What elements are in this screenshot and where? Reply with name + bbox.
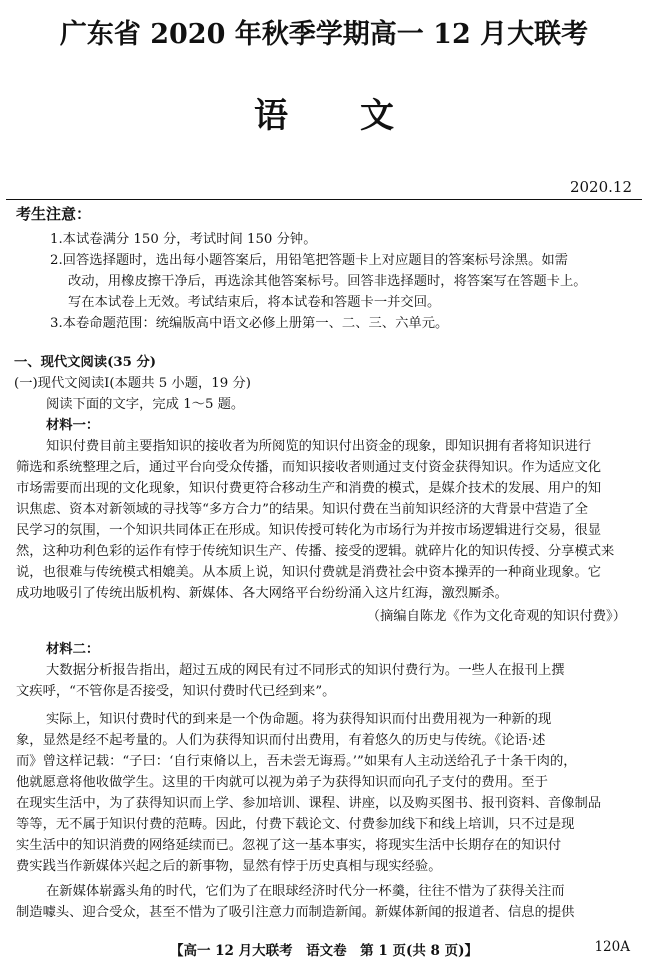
- material-1-label: 材料一：: [46, 418, 100, 433]
- material-1-line: 知识付费目前主要指知识的接收者为所阅览的知识付出资金的现象，即知识拥有者将知识进行: [46, 439, 592, 454]
- footer-page-info: 【高一 12 月大联考 语文卷 第 1 页(共 8 页)】: [169, 943, 479, 959]
- notice-line-2: 2.回答选择题时，选出每小题答案后，用铅笔把答题卡上对应题目的答案标号涂黑。如需: [50, 253, 568, 268]
- material-2-line: 制造噱头、迎合受众，甚至不惜为了吸引注意力而制造新闻。新媒体新闻的报道者、信息的提供: [16, 905, 575, 920]
- material-1-line: 筛选和系统整理之后，通过平台向受众传播，而知识接收者则通过支付资金获得知识。作为适应文化: [16, 460, 602, 475]
- material-1-line: 识焦虑、资本对新领域的寻找等“多方合力”的结果。知识付费在当前知识经济的大背景中营造了全: [16, 502, 589, 517]
- page-footer: [0, 939, 648, 961]
- notice-line-1: 1.本试卷满分 150 分，考试时间 150 分钟。: [50, 232, 317, 247]
- material-1-line: 民学习的氛围，一个知识共同体正在形成。知识传授可转化为市场行为并按市场逻辑进行交易，很显: [16, 523, 602, 538]
- notice-line-5: 3.本卷命题范围：统编版高中语文必修上册第一、二、三、六单元。: [50, 316, 449, 331]
- material-1-line: 然，这种功利色彩的运作有悖于传统知识生产、传播、接受的逻辑。就碎片化的知识传授、分享模式来: [16, 544, 615, 559]
- notice-line-3: 改动，用橡皮擦干净后，再选涂其他答案标号。回答非选择题时，将答案写在答题卡上。: [68, 274, 587, 289]
- material-2-line: 而》曾这样记载：“子曰：‘自行束脩以上，吾未尝无诲焉。’”如果有人主动送给孔子十条干肉的，: [16, 754, 577, 769]
- material-2-line: 实际上，知识付费时代的到来是一个伪命题。将为获得知识而付出费用视为一种新的现: [46, 712, 552, 727]
- material-2-line: 象，显然是经不起考量的。人们为获得知识而付出费用，有着悠久的历史与传统。《论语·述: [16, 733, 546, 748]
- exam-title: 广东省 2020 年秋季学期高一 12 月大联考: [59, 19, 589, 50]
- material-2-label: 材料二：: [46, 642, 100, 657]
- footer-code: 120A: [594, 939, 630, 955]
- material-1-source: （摘编自陈龙《作为文化奇观的知识付费》）: [366, 609, 626, 624]
- material-1-line: 市场需要而出现的文化现象，知识付费更符合移动生产和消费的模式，是媒介技术的发展、用户的知: [16, 481, 602, 496]
- notice-line-4: 写在本试卷上无效。考试结束后，将本试卷和答题卡一并交回。: [68, 295, 441, 310]
- material-2-line: 费实践当作新媒体兴起之后的新事物，显然有悖于历史真相与现实经验。: [16, 859, 442, 874]
- material-1-line: 说，也很难与传统模式相媲美。从本质上说，知识付费就是消费社会中资本操弄的一种商业现象。它: [16, 565, 602, 580]
- exam-date: 2020.12: [569, 178, 632, 196]
- header-divider: [6, 199, 642, 200]
- material-2-line: 在新媒体崭露头角的时代，它们为了在眼球经济时代分一杯羹，往往不惜为了获得关注而: [46, 884, 565, 899]
- subject-title: 语文: [254, 96, 466, 136]
- material-2-line: 文疾呼，“不管你是否接受，知识付费时代已经到来”。: [16, 684, 336, 699]
- reading-instruction: 阅读下面的文字，完成 1～5 题。: [46, 397, 245, 412]
- material-1-line: 成功地吸引了传统出版机构、新媒体、各大网络平台纷纷涌入这片红海，激烈厮杀。: [16, 586, 508, 601]
- material-2-line: 在现实生活中，为了获得知识而上学、参加培训、课程、讲座，以及购买图书、报刊资料、音像制品: [16, 796, 602, 811]
- material-2-line: 他就愿意将他收做学生。这里的干肉就可以视为弟子为获得知识而向孔子支付的费用。至于: [16, 775, 548, 790]
- sub-section-heading: (一)现代文阅读Ⅰ(本题共 5 小题，19 分): [14, 376, 251, 391]
- notice-heading: 考生注意：: [16, 205, 92, 223]
- material-2-line: 等等，无不属于知识付费的范畴。因此，付费下载论文、付费参加线下和线上培训，只不过是现: [16, 817, 575, 832]
- section-heading: 一、现代文阅读(35 分): [14, 355, 157, 370]
- material-2-line: 大数据分析报告指出，超过五成的网民有过不同形式的知识付费行为。一些人在报刊上撰: [46, 663, 565, 678]
- material-2-line: 实生活中的知识消费的网络延续而已。忽视了这一基本事实，将现实生活中长期存在的知识付: [16, 838, 562, 853]
